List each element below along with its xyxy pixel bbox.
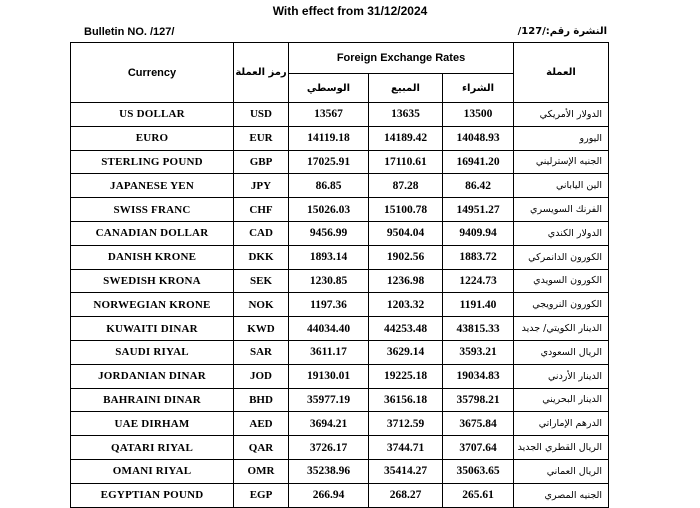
sell-rate-cell: 3712.59 [369, 412, 443, 436]
currency-name-ar-cell: الجنيه المصري [514, 483, 609, 507]
currency-name-ar-cell: الريال العماني [514, 459, 609, 483]
mid-rate-cell: 44034.40 [289, 317, 369, 341]
mid-rate-cell: 15026.03 [289, 198, 369, 222]
exchange-rates-table [70, 42, 609, 508]
buy-rate-cell: 3707.64 [443, 436, 514, 460]
table-row [71, 364, 609, 388]
currency-code-cell: OMR [234, 459, 289, 483]
mid-rate-cell: 19130.01 [289, 364, 369, 388]
table-row [71, 245, 609, 269]
mid-rate-cell: 1230.85 [289, 269, 369, 293]
buy-column-header: الشراء [443, 74, 514, 103]
mid-rate-cell: 35238.96 [289, 459, 369, 483]
table-row [71, 150, 609, 174]
buy-rate-cell: 1191.40 [443, 293, 514, 317]
buy-rate-cell: 1224.73 [443, 269, 514, 293]
table-row [71, 340, 609, 364]
table-row [71, 103, 609, 127]
table-row [71, 198, 609, 222]
mid-rate-cell: 266.94 [289, 483, 369, 507]
currency-name-cell: KUWAITI DINAR [71, 317, 234, 341]
currency-name-ar-cell: الجنيه الإسترليني [514, 150, 609, 174]
buy-rate-cell: 16941.20 [443, 150, 514, 174]
currency-code-cell: AED [234, 412, 289, 436]
buy-rate-cell: 3675.84 [443, 412, 514, 436]
rates-body [71, 103, 609, 508]
currency-name-cell: SWEDISH KRONA [71, 269, 234, 293]
currency-name-ar-cell: الريال القطري الجديد [514, 436, 609, 460]
mid-rate-cell: 3611.17 [289, 340, 369, 364]
buy-rate-cell: 1883.72 [443, 245, 514, 269]
sell-rate-cell: 3629.14 [369, 340, 443, 364]
sell-rate-cell: 3744.71 [369, 436, 443, 460]
buy-rate-cell: 43815.33 [443, 317, 514, 341]
currency-code-cell: BHD [234, 388, 289, 412]
currency-name-ar-cell: الكورون النرويجي [514, 293, 609, 317]
currency-code-cell: KWD [234, 317, 289, 341]
buy-rate-cell: 9409.94 [443, 221, 514, 245]
currency-name-ar-cell: الدينار البحريني [514, 388, 609, 412]
currency-name-ar-cell: الدرهم الإماراتي [514, 412, 609, 436]
buy-rate-cell: 19034.83 [443, 364, 514, 388]
currency-name-ar-cell: الريال السعودي [514, 340, 609, 364]
sell-rate-cell: 87.28 [369, 174, 443, 198]
fx-rates-header: Foreign Exchange Rates [289, 43, 514, 74]
currency-name-cell: SWISS FRANC [71, 198, 234, 222]
currency-name-cell: QATARI RIYAL [71, 436, 234, 460]
currency-code-cell: CHF [234, 198, 289, 222]
sell-rate-cell: 1203.32 [369, 293, 443, 317]
table-row [71, 293, 609, 317]
buy-rate-cell: 13500 [443, 103, 514, 127]
table-row [71, 459, 609, 483]
table-header-row [71, 43, 609, 74]
code-column-header: رمز العملة [234, 43, 289, 103]
buy-rate-cell: 3593.21 [443, 340, 514, 364]
currency-name-cell: DANISH KRONE [71, 245, 234, 269]
currency-code-cell: EUR [234, 126, 289, 150]
buy-rate-cell: 35063.65 [443, 459, 514, 483]
mid-rate-cell: 1893.14 [289, 245, 369, 269]
sell-rate-cell: 17110.61 [369, 150, 443, 174]
currency-name-cell: EURO [71, 126, 234, 150]
mid-rate-cell: 17025.91 [289, 150, 369, 174]
currency-name-ar-cell: الدينار الأردني [514, 364, 609, 388]
currency-code-cell: SEK [234, 269, 289, 293]
mid-rate-cell: 86.85 [289, 174, 369, 198]
mid-rate-cell: 1197.36 [289, 293, 369, 317]
mid-rate-cell: 14119.18 [289, 126, 369, 150]
sell-rate-cell: 14189.42 [369, 126, 443, 150]
currency-name-cell: EGYPTIAN POUND [71, 483, 234, 507]
currency-name-ar-cell: الكورون الدانمركي [514, 245, 609, 269]
buy-rate-cell: 265.61 [443, 483, 514, 507]
currency-code-cell: EGP [234, 483, 289, 507]
sell-rate-cell: 9504.04 [369, 221, 443, 245]
currency-name-cell: OMANI RIYAL [71, 459, 234, 483]
currency-name-ar-cell: الدولار الأمريكي [514, 103, 609, 127]
table-row [71, 269, 609, 293]
sell-column-header: المبيع [369, 74, 443, 103]
sell-rate-cell: 268.27 [369, 483, 443, 507]
table-row [71, 483, 609, 507]
table-row [71, 388, 609, 412]
bulletin-number-en: Bulletin NO. /127/ [84, 26, 175, 38]
currency-name-ar-cell: الين الياباني [514, 174, 609, 198]
currency-name-ar-cell: الكورون السويدي [514, 269, 609, 293]
mid-rate-cell: 35977.19 [289, 388, 369, 412]
buy-rate-cell: 14951.27 [443, 198, 514, 222]
mid-rate-cell: 3694.21 [289, 412, 369, 436]
buy-rate-cell: 86.42 [443, 174, 514, 198]
sell-rate-cell: 15100.78 [369, 198, 443, 222]
currency-name-cell: BAHRAINI DINAR [71, 388, 234, 412]
currency-name-cell: NORWEGIAN KRONE [71, 293, 234, 317]
table-row [71, 317, 609, 341]
sell-rate-cell: 44253.48 [369, 317, 443, 341]
currency-name-ar-cell: الدينار الكويتي/ جديد [514, 317, 609, 341]
mid-column-header: الوسطي [289, 74, 369, 103]
bulletin-number-ar: النشرة رقم:/127/ [517, 26, 607, 37]
currency-code-cell: JPY [234, 174, 289, 198]
sell-rate-cell: 1902.56 [369, 245, 443, 269]
currency-code-cell: DKK [234, 245, 289, 269]
currency-code-cell: JOD [234, 364, 289, 388]
mid-rate-cell: 13567 [289, 103, 369, 127]
currency-ar-column-header: العملة [514, 43, 609, 103]
sell-rate-cell: 13635 [369, 103, 443, 127]
sell-rate-cell: 35414.27 [369, 459, 443, 483]
currency-name-cell: SAUDI RIYAL [71, 340, 234, 364]
currency-column-header: Currency [71, 43, 234, 103]
buy-rate-cell: 14048.93 [443, 126, 514, 150]
mid-rate-cell: 9456.99 [289, 221, 369, 245]
table-row [71, 126, 609, 150]
currency-code-cell: USD [234, 103, 289, 127]
currency-code-cell: NOK [234, 293, 289, 317]
currency-code-cell: SAR [234, 340, 289, 364]
currency-name-cell: JORDANIAN DINAR [71, 364, 234, 388]
sell-rate-cell: 36156.18 [369, 388, 443, 412]
sell-rate-cell: 19225.18 [369, 364, 443, 388]
table-row [71, 412, 609, 436]
table-row [71, 436, 609, 460]
currency-name-cell: CANADIAN DOLLAR [71, 221, 234, 245]
table-row [71, 174, 609, 198]
currency-name-cell: UAE DIRHAM [71, 412, 234, 436]
currency-name-ar-cell: الفرنك السويسري [514, 198, 609, 222]
currency-code-cell: CAD [234, 221, 289, 245]
currency-name-ar-cell: الدولار الكندي [514, 221, 609, 245]
sell-rate-cell: 1236.98 [369, 269, 443, 293]
effective-date-title: With effect from 31/12/2024 [272, 4, 428, 18]
currency-code-cell: GBP [234, 150, 289, 174]
mid-rate-cell: 3726.17 [289, 436, 369, 460]
currency-name-cell: JAPANESE YEN [71, 174, 234, 198]
currency-name-cell: STERLING POUND [71, 150, 234, 174]
currency-name-cell: US DOLLAR [71, 103, 234, 127]
currency-code-cell: QAR [234, 436, 289, 460]
table-row [71, 221, 609, 245]
currency-name-ar-cell: اليورو [514, 126, 609, 150]
buy-rate-cell: 35798.21 [443, 388, 514, 412]
